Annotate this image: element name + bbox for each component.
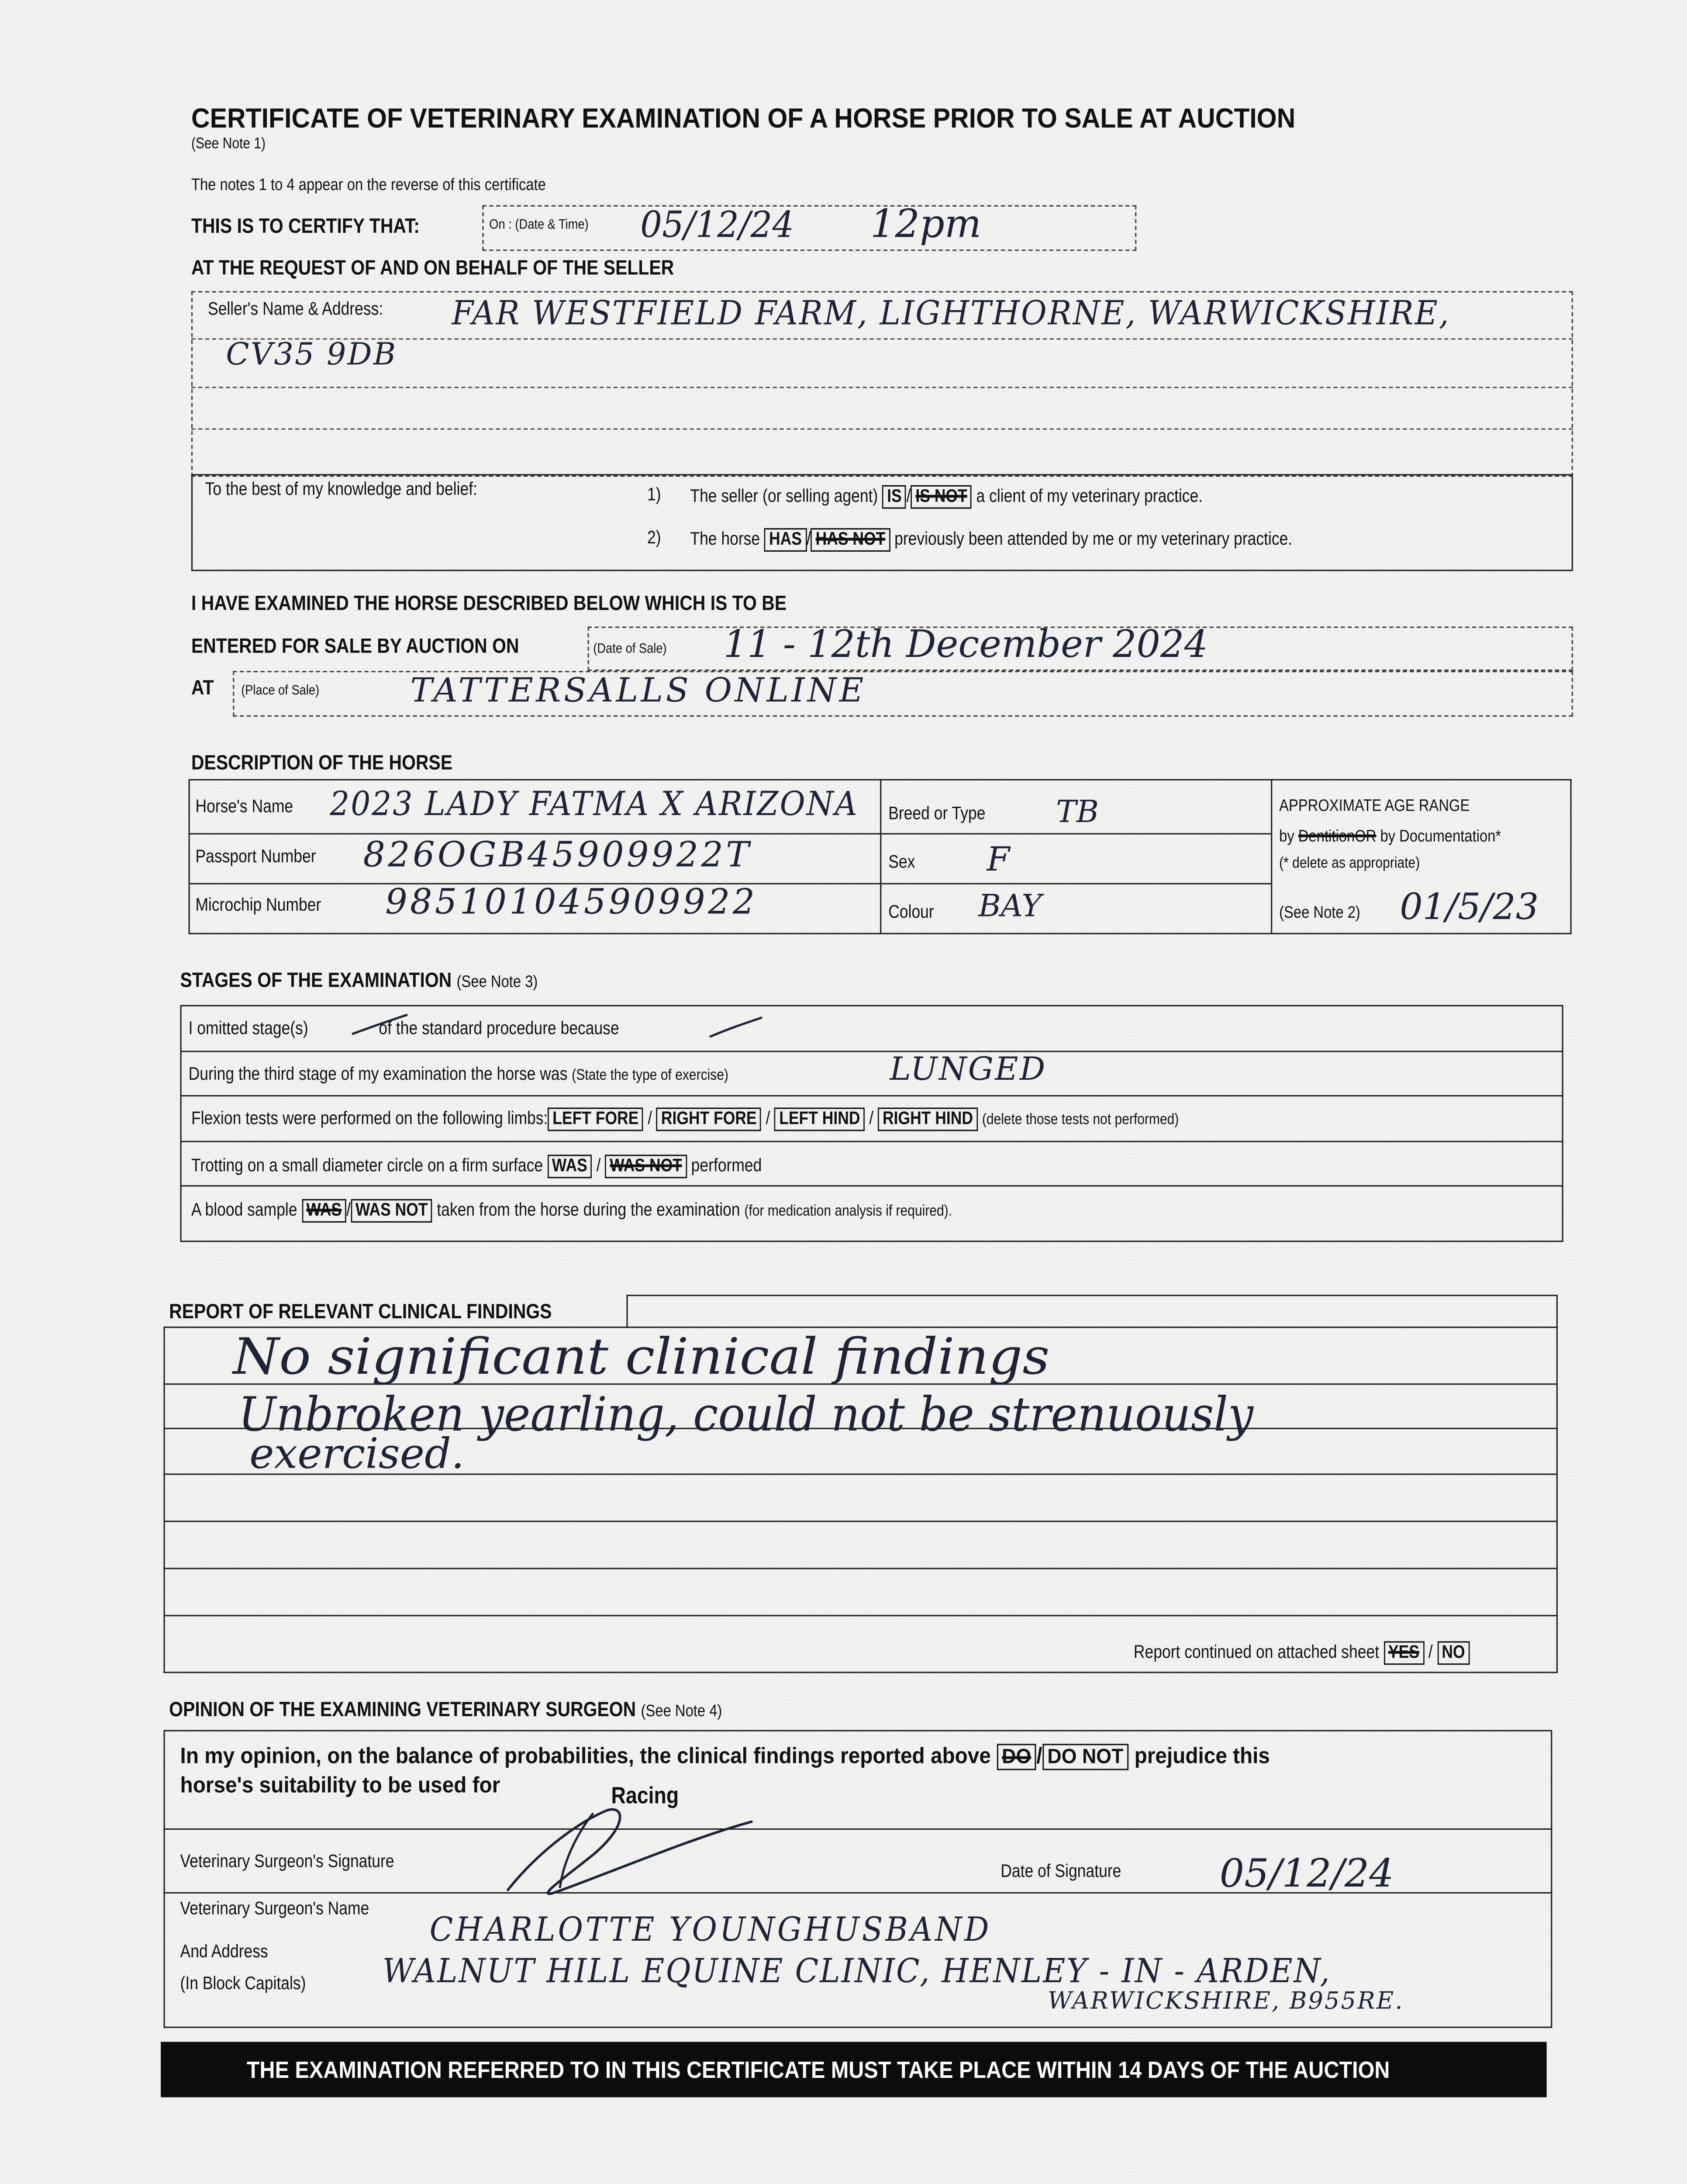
blood-was-not-option[interactable]: WAS NOT xyxy=(351,1199,432,1223)
slash: / xyxy=(1428,1641,1433,1662)
sex-value: F xyxy=(987,840,1010,879)
slash: / xyxy=(906,485,911,506)
age-method-line xyxy=(1279,828,1501,844)
item-number-1: 1) xyxy=(647,484,661,505)
seller-client-suffix: a client of my veterinary practice. xyxy=(976,485,1203,506)
horse-name-label: Horse's Name xyxy=(195,795,293,817)
colour-label: Colour xyxy=(888,901,934,922)
is-not-option[interactable]: IS NOT xyxy=(911,485,972,509)
right-fore-option[interactable]: RIGHT FORE xyxy=(656,1108,762,1131)
report-heading-tab xyxy=(626,1295,1558,1328)
third-stage-text: During the third stage of my examination the horse was xyxy=(188,1063,568,1084)
passport-value: 826OGB45909922T xyxy=(363,834,752,875)
vet-address-line2: WARWICKSHIRE, B955RE. xyxy=(1048,1987,1404,2016)
report-line-1: No significant clinical findings xyxy=(233,1329,1050,1386)
opinion-text: In my opinion, on the balance of probabilities, the clinical findings reported above xyxy=(180,1745,991,1769)
blood-was-option[interactable]: WAS xyxy=(301,1199,346,1223)
age-note-label: (See Note 2) xyxy=(1279,902,1360,922)
intended-use-value: Racing xyxy=(611,1783,679,1809)
at-label: AT xyxy=(191,676,214,700)
blood-sample-text: A blood sample xyxy=(191,1199,297,1220)
breed-label: Breed or Type xyxy=(888,802,986,824)
has-not-option[interactable]: HAS NOT xyxy=(811,528,890,552)
seller-address-line2: CV35 9DB xyxy=(226,338,397,373)
trotting-line xyxy=(191,1155,762,1178)
omitted-pre: I omitted stage(s) xyxy=(188,1017,308,1038)
trot-was-option[interactable]: WAS xyxy=(547,1155,592,1178)
slash: / xyxy=(869,1107,874,1129)
blood-sample-line xyxy=(191,1199,952,1223)
report-line-3: exercised. xyxy=(249,1431,465,1479)
slash: / xyxy=(766,1107,770,1129)
report-continued-text: Report continued on attached sheet xyxy=(1133,1641,1380,1662)
opinion-statement xyxy=(180,1744,1270,1770)
age-range-heading: APPROXIMATE AGE RANGE xyxy=(1279,795,1470,816)
seller-client-text: The seller (or selling agent) xyxy=(690,485,878,506)
has-option[interactable]: HAS xyxy=(764,528,807,552)
block-capitals-label: (In Block Capitals) xyxy=(180,1972,306,1994)
footer-text: THE EXAMINATION REFERRED TO IN THIS CERTIFICATE MUST TAKE PLACE WITHIN 14 DAYS OF THE AUCTION xyxy=(246,2057,1390,2084)
horse-attended-statement xyxy=(690,528,1292,552)
breed-value: TB xyxy=(1056,795,1099,830)
title-note: (See Note 1) xyxy=(191,136,266,153)
signature-date-label: Date of Signature xyxy=(1000,1860,1121,1881)
horse-name-value: 2023 LADY FATMA X ARIZONA xyxy=(330,784,859,824)
stages-heading-note: (See Note 3) xyxy=(456,971,538,992)
exam-date-value: 05/12/24 xyxy=(640,205,794,247)
third-stage-note: (State the type of exercise) xyxy=(572,1067,729,1084)
blood-sample-suffix: taken from the horse during the examination xyxy=(437,1199,740,1220)
slash: / xyxy=(648,1107,652,1129)
entered-for-sale-label: ENTERED FOR SALE BY AUCTION ON xyxy=(191,635,519,659)
seller-label: Seller's Name & Address: xyxy=(208,298,383,319)
stages-heading-text: STAGES OF THE EXAMINATION xyxy=(180,969,452,993)
omitted-dash-marks xyxy=(346,1009,762,1042)
vet-address-label: And Address xyxy=(180,1940,268,1962)
sale-date-label: (Date of Sale) xyxy=(593,642,667,657)
age-value: 01/5/23 xyxy=(1400,887,1539,929)
examined-heading: I HAVE EXAMINED THE HORSE DESCRIBED BELOW WHICH IS TO BE xyxy=(191,592,787,616)
horse-attended-suffix: previously been attended by me or my veterinary practice. xyxy=(894,528,1293,549)
vet-name-value: CHARLOTTE YOUNGHUSBAND xyxy=(429,1910,992,1949)
blood-sample-note: (for medication analysis if required). xyxy=(744,1203,952,1220)
certify-label: THIS IS TO CERTIFY THAT: xyxy=(191,214,420,238)
trotting-suffix: performed xyxy=(691,1154,762,1176)
continued-no-option[interactable]: NO xyxy=(1437,1641,1470,1665)
flexion-line xyxy=(191,1108,1179,1131)
third-stage-line xyxy=(189,1064,728,1084)
knowledge-label: To the best of my knowledge and belief: xyxy=(205,478,477,499)
right-hind-option[interactable]: RIGHT HIND xyxy=(878,1108,978,1131)
sale-date-value: 11 - 12th December 2024 xyxy=(723,624,1208,667)
report-line-2: Unbroken yearling, could not be strenuously xyxy=(238,1387,1254,1443)
sale-place-label: (Place of Sale) xyxy=(241,683,320,699)
notes-line: The notes 1 to 4 appear on the reverse of this certificate xyxy=(191,174,546,194)
flexion-text: Flexion tests were performed on the following limbs: xyxy=(191,1107,548,1129)
omitted-post: of the standard procedure because xyxy=(379,1017,619,1038)
do-option[interactable]: DO xyxy=(997,1744,1036,1770)
sale-place-value: TATTERSALLS ONLINE xyxy=(410,670,866,710)
vet-name-label: Veterinary Surgeon's Name xyxy=(180,1897,369,1919)
on-date-time-label: On : (Date & Time) xyxy=(489,218,589,233)
signature-date-value: 05/12/24 xyxy=(1219,1850,1394,1897)
microchip-value: 985101045909922 xyxy=(385,881,758,922)
report-continued-line xyxy=(1134,1641,1470,1665)
report-heading: REPORT OF RELEVANT CLINICAL FINDINGS xyxy=(169,1300,552,1324)
stages-heading xyxy=(180,970,538,991)
description-heading: DESCRIPTION OF THE HORSE xyxy=(191,751,453,775)
opinion-heading-text: OPINION OF THE EXAMINING VETERINARY SURGEON xyxy=(169,1698,636,1722)
signature-label: Veterinary Surgeon's Signature xyxy=(180,1850,394,1872)
slash: / xyxy=(346,1199,351,1220)
passport-label: Passport Number xyxy=(195,845,316,867)
certificate-title: CERTIFICATE OF VETERINARY EXAMINATION OF A HORSE PRIOR TO SALE AT AUCTION xyxy=(191,104,1296,135)
documentation-option[interactable]: by Documentation* xyxy=(1380,826,1501,846)
age-delete-note: (* delete as appropriate) xyxy=(1279,855,1420,872)
seller-request-heading: AT THE REQUEST OF AND ON BEHALF OF THE SELLER xyxy=(191,256,674,280)
microchip-label: Microchip Number xyxy=(195,894,321,915)
slash: / xyxy=(1036,1745,1042,1769)
slash: / xyxy=(596,1154,601,1176)
trot-was-not-option[interactable]: WAS NOT xyxy=(605,1155,687,1178)
vet-signature xyxy=(496,1797,759,1908)
slash: / xyxy=(806,528,811,549)
sex-label: Sex xyxy=(888,851,915,872)
suitability-line: horse's suitability to be used for xyxy=(180,1774,500,1798)
dentition-option[interactable]: Dentition xyxy=(1298,826,1355,846)
footer-banner xyxy=(161,2042,1547,2098)
opinion-heading-note: (See Note 4) xyxy=(641,1700,722,1721)
seller-address-line1: FAR WESTFIELD FARM, LIGHTHORNE, WARWICKSHIRE, xyxy=(452,294,1450,333)
age-by: by xyxy=(1279,826,1294,846)
colour-value: BAY xyxy=(978,890,1042,925)
is-option[interactable]: IS xyxy=(882,485,906,509)
exam-time-value: 12pm xyxy=(870,201,982,247)
flexion-note: (delete those tests not performed) xyxy=(982,1112,1179,1129)
third-stage-value: LUNGED xyxy=(890,1052,1047,1089)
item-number-2: 2) xyxy=(647,526,661,548)
opinion-text-suffix: prejudice this xyxy=(1134,1745,1270,1769)
vet-address-line1: WALNUT HILL EQUINE CLINIC, HENLEY - IN - ARDEN, xyxy=(382,1952,1331,1991)
trotting-text: Trotting on a small diameter circle on a firm surface xyxy=(191,1154,543,1176)
seller-client-statement xyxy=(690,485,1203,509)
horse-attended-text: The horse xyxy=(690,528,760,549)
left-hind-option[interactable]: LEFT HIND xyxy=(774,1108,865,1131)
left-fore-option[interactable]: LEFT FORE xyxy=(548,1108,643,1131)
opinion-heading xyxy=(169,1700,722,1721)
or-word: OR xyxy=(1355,826,1377,846)
do-not-option[interactable]: DO NOT xyxy=(1042,1744,1128,1770)
continued-yes-option[interactable]: YES xyxy=(1383,1641,1424,1665)
